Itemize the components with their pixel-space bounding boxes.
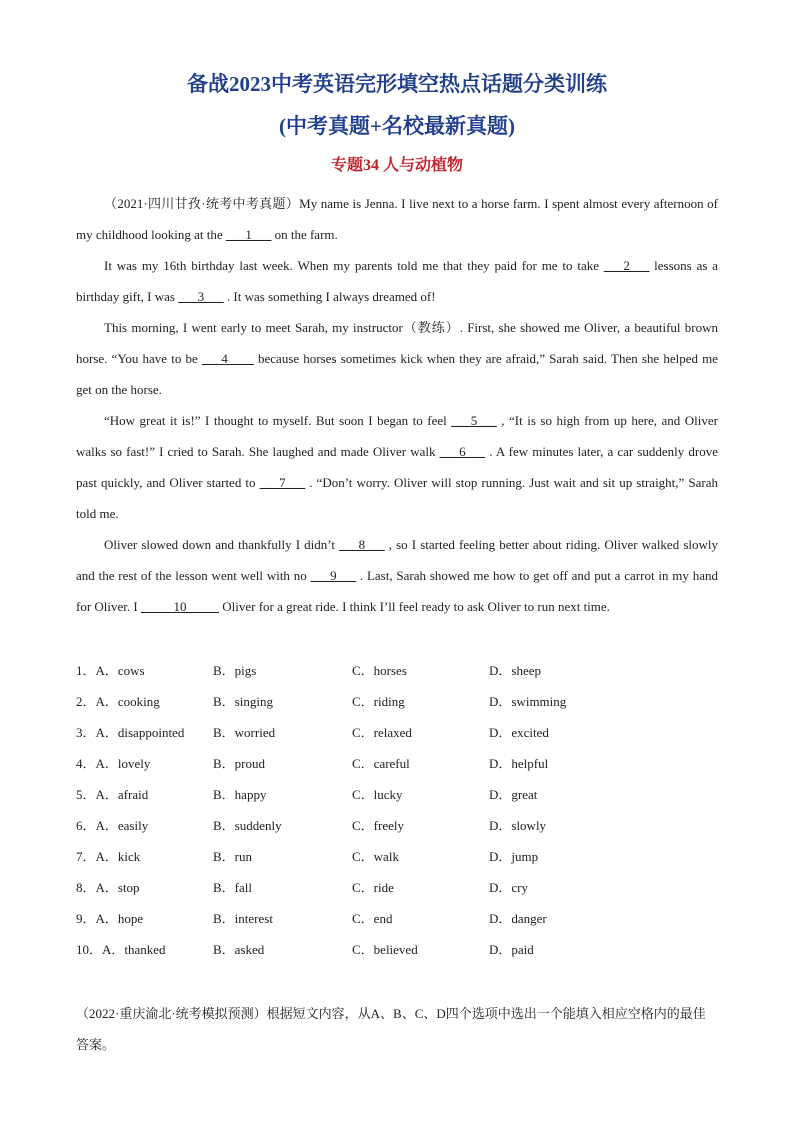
answer-options: [76, 655, 718, 965]
document-title: 备战2023中考英语完形填空热点话题分类训练: [187, 72, 607, 96]
question-row: [76, 872, 718, 903]
option-c: C．believed: [352, 942, 418, 957]
option-b: B．pigs: [213, 663, 257, 678]
option-c: C．end: [352, 911, 393, 926]
paragraph-2: It was my 16th birthday last week. When my parents told me that they paid for me to take ___2___ lessons as a birthday gift, I was ___3___ . It was something I always dreamed of!: [76, 258, 718, 304]
blank-2: ___2___: [603, 258, 650, 273]
option-d: D．sheep: [489, 663, 541, 678]
section2-instructions: （2022·重庆渝北·统考模拟预测）根据短文内容，从A、B、C、D四个选项中选出一个能填入相应空格内的最佳答案。: [76, 1006, 706, 1052]
option-a: 1．A．cows: [76, 663, 145, 678]
option-b: B．asked: [213, 942, 265, 957]
blank-4: ___4____: [201, 351, 254, 366]
topic-heading: 专题34 人与动植物: [330, 157, 463, 174]
option-b: B．happy: [213, 787, 267, 802]
option-a: 2．A．cooking: [76, 694, 160, 709]
blank-5: ___5___: [451, 413, 497, 428]
question-row: [76, 841, 718, 872]
paragraph-1: （2021·四川甘孜·统考中考真题）My name is Jenna. I live next to a horse farm. I spent almost every afternoon of my childhood looking at the ___1___ on the farm.: [76, 196, 718, 242]
option-d: D．swimming: [489, 694, 567, 709]
option-d: D．slowly: [489, 818, 547, 833]
blank-8: ___8___: [339, 537, 385, 552]
blank-1: ___1___: [225, 227, 272, 242]
option-b: B．run: [213, 849, 253, 864]
blank-7: ___7___: [259, 475, 306, 490]
blank-3: ___3___: [178, 289, 224, 304]
option-c: C．horses: [352, 663, 407, 678]
option-a: 6．A．easily: [76, 818, 149, 833]
blank-9: ___9___: [310, 568, 357, 583]
option-b: B．proud: [213, 756, 266, 771]
paragraph-5: Oliver slowed down and thankfully I didn’t ___8___ , so I started feeling better about riding. Oliver walked slowly and the rest of the lesson went well with no ___9___ . Last, Sarah showed me how to get off and put a carrot in my hand for Oliver. I _____10_____ Oliver for a great ride. I think I’ll feel ready to ask Oliver to run next time.: [76, 537, 718, 614]
question-row: [76, 810, 718, 841]
option-a: 10．A．thanked: [76, 942, 166, 957]
option-d: D．paid: [489, 942, 534, 957]
question-row: [76, 655, 718, 686]
option-b: B．singing: [213, 694, 273, 709]
option-a: 3．A．disappointed: [76, 725, 185, 740]
next-section-intro: [76, 998, 718, 1060]
source-note: （2021·四川甘孜·统考中考真题）: [104, 196, 300, 211]
question-row: [76, 903, 718, 934]
option-d: D．jump: [489, 849, 539, 864]
question-row: [76, 748, 718, 779]
option-c: C．ride: [352, 880, 394, 895]
option-b: B．worried: [213, 725, 276, 740]
option-a: 5．A．afraid: [76, 787, 149, 802]
blank-6: ___6___: [439, 444, 486, 459]
option-d: D．cry: [489, 880, 528, 895]
question-row: [76, 686, 718, 717]
document-subtitle: (中考真题+名校最新真题): [279, 114, 515, 138]
option-d: D．great: [489, 787, 538, 802]
option-d: D．excited: [489, 725, 549, 740]
question-row: [76, 779, 718, 810]
option-b: B．fall: [213, 880, 252, 895]
option-c: C．careful: [352, 756, 410, 771]
option-a: 4．A．lovely: [76, 756, 151, 771]
option-c: C．lucky: [352, 787, 403, 802]
option-c: C．relaxed: [352, 725, 412, 740]
question-row: [76, 934, 718, 965]
option-a: 7．A．kick: [76, 849, 141, 864]
option-b: B．interest: [213, 911, 273, 926]
paragraph-4: “How great it is!” I thought to myself. But soon I began to feel ___5___ , “It is so high from up here, and Oliver walks so fast!” I cried to Sarah. She laughed and made Oliver walk ___6___ . A few minutes later, a car suddenly drove past quickly, and Oliver started to ___7___ . “Don’t worry. Oliver will stop running. Just wait and sit up straight,” Sarah told me.: [76, 413, 719, 521]
blank-10: _____10_____: [140, 599, 219, 614]
option-a: 9．A．hope: [76, 911, 144, 926]
option-d: D．danger: [489, 911, 547, 926]
option-d: D．helpful: [489, 756, 549, 771]
paragraph-3: This morning, I went early to meet Sarah, my instructor（教练）. First, she showed me Oliver, a beautiful brown horse. “You have to be ___4____ because horses sometimes kick when they are afraid,” Sarah said. Then she helped me get on the horse.: [76, 320, 718, 397]
option-c: C．freely: [352, 818, 404, 833]
question-row: [76, 717, 718, 748]
option-c: C．riding: [352, 694, 405, 709]
option-a: 8．A．stop: [76, 880, 140, 895]
option-c: C．walk: [352, 849, 399, 864]
cloze-passage: [76, 188, 718, 622]
option-b: B．suddenly: [213, 818, 282, 833]
